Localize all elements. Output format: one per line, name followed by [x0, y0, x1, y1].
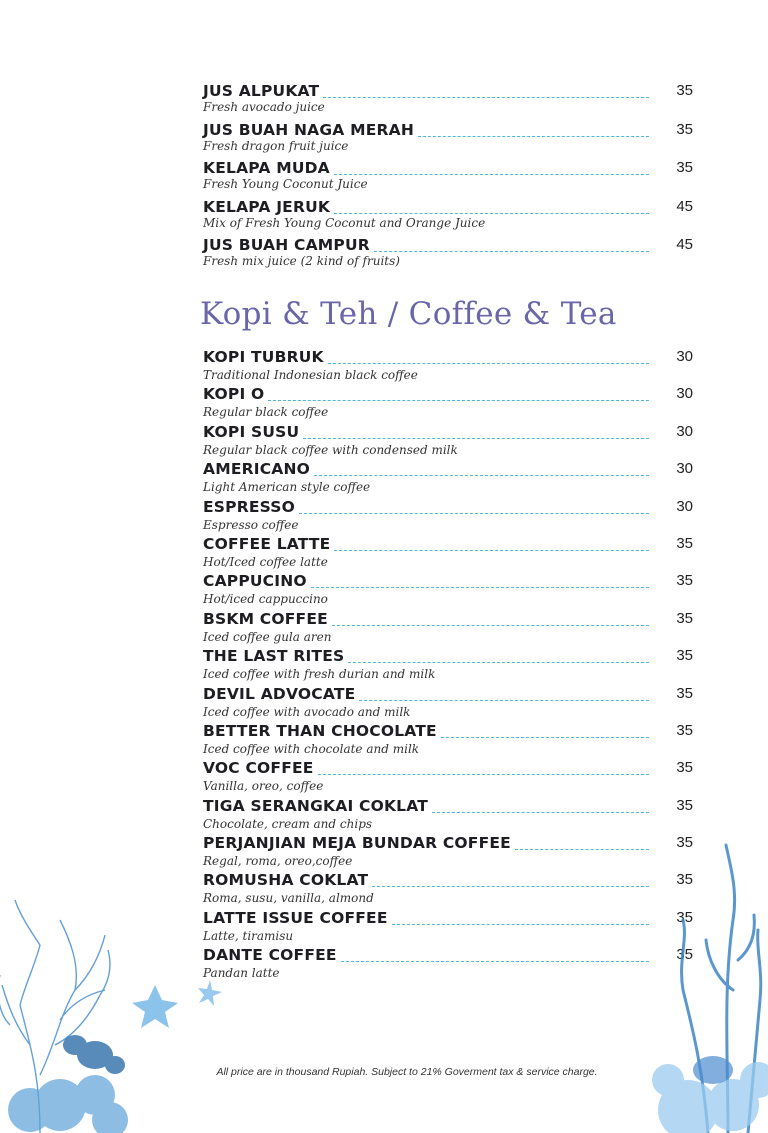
- dotted-leader: [515, 849, 649, 850]
- item-name: DEVIL ADVOCATE: [203, 684, 356, 703]
- item-price: 35: [676, 759, 693, 777]
- dotted-leader: [332, 625, 649, 626]
- item-description: Vanilla, oreo, coffee: [203, 779, 324, 794]
- menu-item: [203, 647, 693, 684]
- item-name: ESPRESSO: [203, 497, 296, 516]
- item-name: KOPI TUBRUK: [203, 348, 324, 366]
- item-description: Regular black coffee: [203, 405, 329, 420]
- dotted-leader: [374, 251, 649, 252]
- menu-item: [203, 159, 693, 198]
- menu-item: [203, 759, 693, 796]
- item-price: 30: [676, 385, 693, 403]
- item-name: KOPI O: [203, 385, 265, 404]
- item-description: Regal, roma, oreo,coffee: [203, 854, 353, 869]
- coffee-section: [203, 348, 693, 984]
- item-price: 35: [676, 796, 693, 814]
- item-name: ROMUSHA COKLAT: [203, 871, 369, 890]
- dotted-leader: [268, 400, 649, 401]
- item-description: Traditional Indonesian black coffee: [203, 368, 418, 382]
- item-description: Espresso coffee: [203, 517, 299, 532]
- menu-item: [203, 121, 693, 160]
- menu-item: [203, 722, 693, 759]
- item-description: Chocolate, cream and chips: [203, 816, 373, 831]
- item-description: Mix of Fresh Young Coconut and Orange Juice: [203, 215, 486, 230]
- menu-item: [203, 909, 693, 946]
- item-name: JUS BUAH CAMPUR: [203, 236, 370, 255]
- item-price: 35: [676, 82, 693, 99]
- item-name: JUS ALPUKAT: [203, 82, 320, 100]
- item-name: DANTE COFFEE: [203, 946, 337, 965]
- item-description: Pandan latte: [203, 966, 280, 981]
- item-name: THE LAST RITES: [203, 647, 345, 666]
- dotted-leader: [392, 924, 649, 925]
- item-price: 35: [676, 834, 693, 852]
- dotted-leader: [441, 737, 649, 738]
- menu-item: [203, 834, 693, 871]
- menu-item: [203, 82, 693, 121]
- item-name: TIGA SERANGKAI COKLAT: [203, 796, 429, 815]
- item-price: 30: [676, 497, 693, 515]
- item-price: 35: [676, 871, 693, 889]
- menu-item: [203, 572, 693, 609]
- dotted-leader: [323, 97, 649, 98]
- item-name: PERJANJIAN MEJA BUNDAR COFFEE: [203, 834, 511, 853]
- item-price: 35: [676, 946, 693, 964]
- item-description: Fresh dragon fruit juice: [203, 138, 349, 153]
- dotted-leader: [341, 961, 649, 962]
- menu-item: [203, 423, 693, 460]
- dotted-leader: [334, 550, 649, 551]
- item-price: 35: [676, 721, 693, 739]
- coral-decoration-right-icon: [638, 840, 768, 1133]
- menu-item: [203, 610, 693, 647]
- item-description: Iced coffee gula aren: [203, 629, 332, 644]
- item-name: AMERICANO: [203, 460, 311, 479]
- item-price: 45: [676, 236, 693, 254]
- dotted-leader: [359, 700, 649, 701]
- item-name: BETTER THAN CHOCOLATE: [203, 721, 437, 740]
- item-name: CAPPUCINO: [203, 572, 307, 591]
- coral-decoration-left-icon: [0, 895, 235, 1133]
- dotted-leader: [314, 475, 649, 476]
- dotted-leader: [311, 587, 649, 588]
- dotted-leader: [318, 774, 649, 775]
- item-description: Light American style coffee: [203, 480, 371, 495]
- item-price: 35: [676, 159, 693, 177]
- menu-item: [203, 946, 693, 983]
- menu-item: [203, 535, 693, 572]
- item-name: COFFEE LATTE: [203, 534, 331, 553]
- item-description: Iced coffee with avocado and milk: [203, 704, 411, 719]
- dotted-leader: [334, 174, 649, 175]
- item-description: Fresh mix juice (2 kind of fruits): [203, 254, 400, 269]
- price-note: All price are in thousand Rupiah. Subject to 21% Goverment tax & service charge.: [216, 1066, 598, 1078]
- item-description: Fresh Young Coconut Juice: [203, 177, 368, 192]
- dotted-leader: [334, 213, 649, 214]
- item-description: Roma, susu, vanilla, almond: [203, 891, 374, 906]
- item-price: 35: [676, 534, 693, 552]
- item-description: Iced coffee with fresh durian and milk: [203, 667, 436, 682]
- section-title: Kopi & Teh / Coffee & Tea: [200, 296, 617, 332]
- menu-item: [203, 385, 693, 422]
- item-name: VOC COFFEE: [203, 759, 314, 778]
- menu-item: [203, 460, 693, 497]
- item-price: 35: [676, 120, 693, 138]
- menu-item: [203, 871, 693, 908]
- dotted-leader: [418, 136, 649, 137]
- dotted-leader: [328, 363, 649, 364]
- menu-item: [203, 498, 693, 535]
- item-name: KOPI SUSU: [203, 422, 300, 441]
- menu-item: [203, 198, 693, 237]
- item-price: 35: [676, 572, 693, 590]
- item-description: Fresh avocado juice: [203, 100, 325, 114]
- item-name: BSKM COFFEE: [203, 609, 328, 628]
- menu-item: [203, 797, 693, 834]
- dotted-leader: [303, 438, 649, 439]
- item-price: 35: [676, 908, 693, 926]
- item-price: 30: [676, 422, 693, 440]
- item-price: 35: [676, 684, 693, 702]
- item-price: 45: [676, 197, 693, 215]
- item-price: 30: [676, 348, 693, 365]
- item-name: LATTE ISSUE COFFEE: [203, 908, 388, 927]
- item-price: 35: [676, 609, 693, 627]
- item-description: Latte, tiramisu: [203, 928, 294, 943]
- item-price: 30: [676, 460, 693, 478]
- item-name: KELAPA MUDA: [203, 159, 330, 178]
- item-price: 35: [676, 647, 693, 665]
- juice-section: [203, 82, 693, 275]
- dotted-leader: [299, 513, 649, 514]
- menu-item: [203, 685, 693, 722]
- item-name: KELAPA JERUK: [203, 197, 331, 216]
- item-description: Regular black coffee with condensed milk: [203, 442, 458, 457]
- dotted-leader: [432, 812, 649, 813]
- item-description: Iced coffee with chocolate and milk: [203, 741, 420, 756]
- menu-item: [203, 236, 693, 275]
- dotted-leader: [372, 886, 649, 887]
- item-description: Hot/iced cappuccino: [203, 592, 328, 607]
- item-name: JUS BUAH NAGA MERAH: [203, 120, 414, 139]
- dotted-leader: [348, 662, 649, 663]
- menu-item: [203, 348, 693, 385]
- item-description: Hot/Iced coffee latte: [203, 554, 328, 569]
